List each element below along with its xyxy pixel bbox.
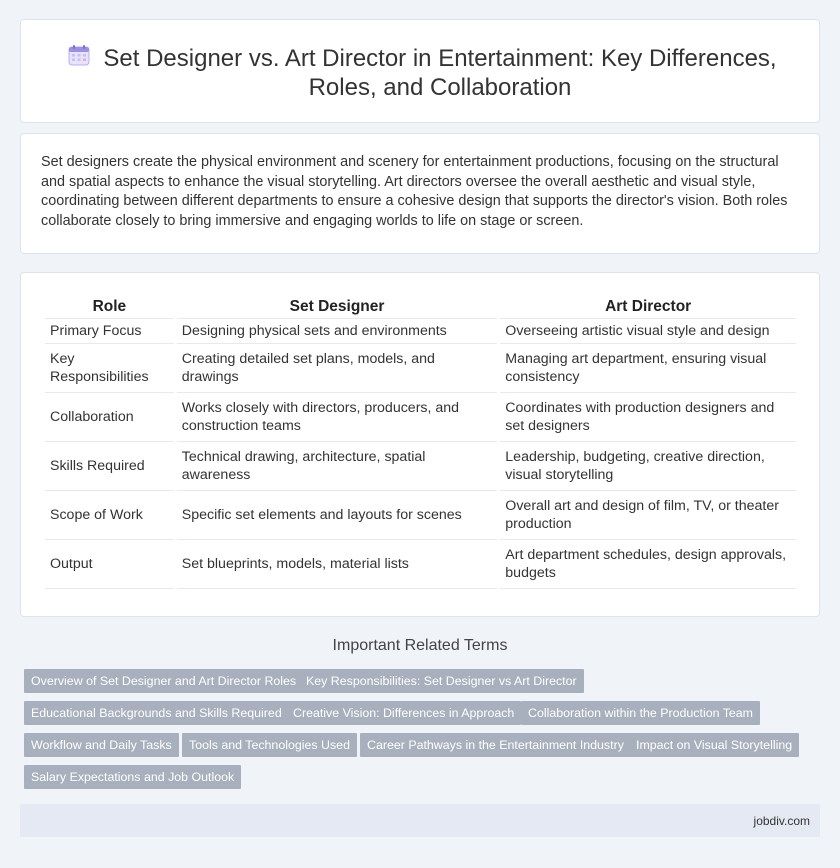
comparison-table [42,295,799,589]
related-term-link[interactable]: Career Pathways in the Entertainment Industry [360,733,631,757]
table-row [45,491,796,540]
table-row [45,393,796,442]
row-label: Primary Focus [45,319,174,344]
row-label: Key Responsibilities [45,344,174,393]
art-director-cell: Overall art and design of film, TV, or theater production [500,491,796,540]
header-card [20,19,820,123]
related-term-link[interactable]: Impact on Visual Storytelling [629,733,799,757]
related-term-link[interactable]: Collaboration within the Production Team [521,701,760,725]
page-title: Set Designer vs. Art Director in Entertainment: Key Differences, Roles, and Collaboration [103,45,777,101]
set-designer-cell: Set blueprints, models, material lists [177,540,498,589]
related-term-link[interactable]: Tools and Technologies Used [182,733,357,757]
table-row [45,540,796,589]
related-terms-heading: Important Related Terms [332,637,508,654]
set-designer-cell: Works closely with directors, producers, and construction teams [177,393,498,442]
related-term-link[interactable]: Educational Backgrounds and Skills Required [24,701,289,725]
table-row [45,319,796,344]
art-director-cell: Leadership, budgeting, creative direction, visual storytelling [500,442,796,491]
row-label: Output [45,540,174,589]
art-director-cell: Overseeing artistic visual style and design [500,319,796,344]
row-label: Scope of Work [45,491,174,540]
table-header-art-director: Art Director [500,295,796,319]
table-header-role: Role [45,295,174,319]
related-term-link[interactable]: Salary Expectations and Job Outlook [24,765,241,789]
art-director-cell: Coordinates with production designers and set designers [500,393,796,442]
table-header-set-designer: Set Designer [177,295,498,319]
table-row [45,442,796,491]
footer-site-link[interactable]: jobdiv.com [753,814,810,828]
set-designer-cell: Specific set elements and layouts for scenes [177,491,498,540]
related-term-link[interactable]: Overview of Set Designer and Art Director Roles [24,669,303,693]
set-designer-cell: Designing physical sets and environments [177,319,498,344]
set-designer-cell: Creating detailed set plans, models, and drawings [177,344,498,393]
footer-bar [20,804,820,837]
art-director-cell: Art department schedules, design approvals, budgets [500,540,796,589]
intro-card [20,133,820,254]
set-designer-cell: Technical drawing, architecture, spatial awareness [177,442,498,491]
related-term-link[interactable]: Workflow and Daily Tasks [24,733,179,757]
table-row [45,344,796,393]
row-label: Skills Required [45,442,174,491]
row-label: Collaboration [45,393,174,442]
intro-paragraph: Set designers create the physical environment and scenery for entertainment productions, focusing on the structural and spatial aspects to enhance the visual storytelling. Art directors oversee the overall aesthetic and visual style, coordinating between different departments to ensure a cohesive design that supports the director's vision. Both roles collaborate closely to bring immersive and engaging worlds to life on stage or screen. [41,154,788,229]
comparison-card [20,272,820,617]
art-director-cell: Managing art department, ensuring visual consistency [500,344,796,393]
related-term-link[interactable]: Creative Vision: Differences in Approach [286,701,521,725]
related-term-link[interactable]: Key Responsibilities: Set Designer vs Art Director [299,669,584,693]
